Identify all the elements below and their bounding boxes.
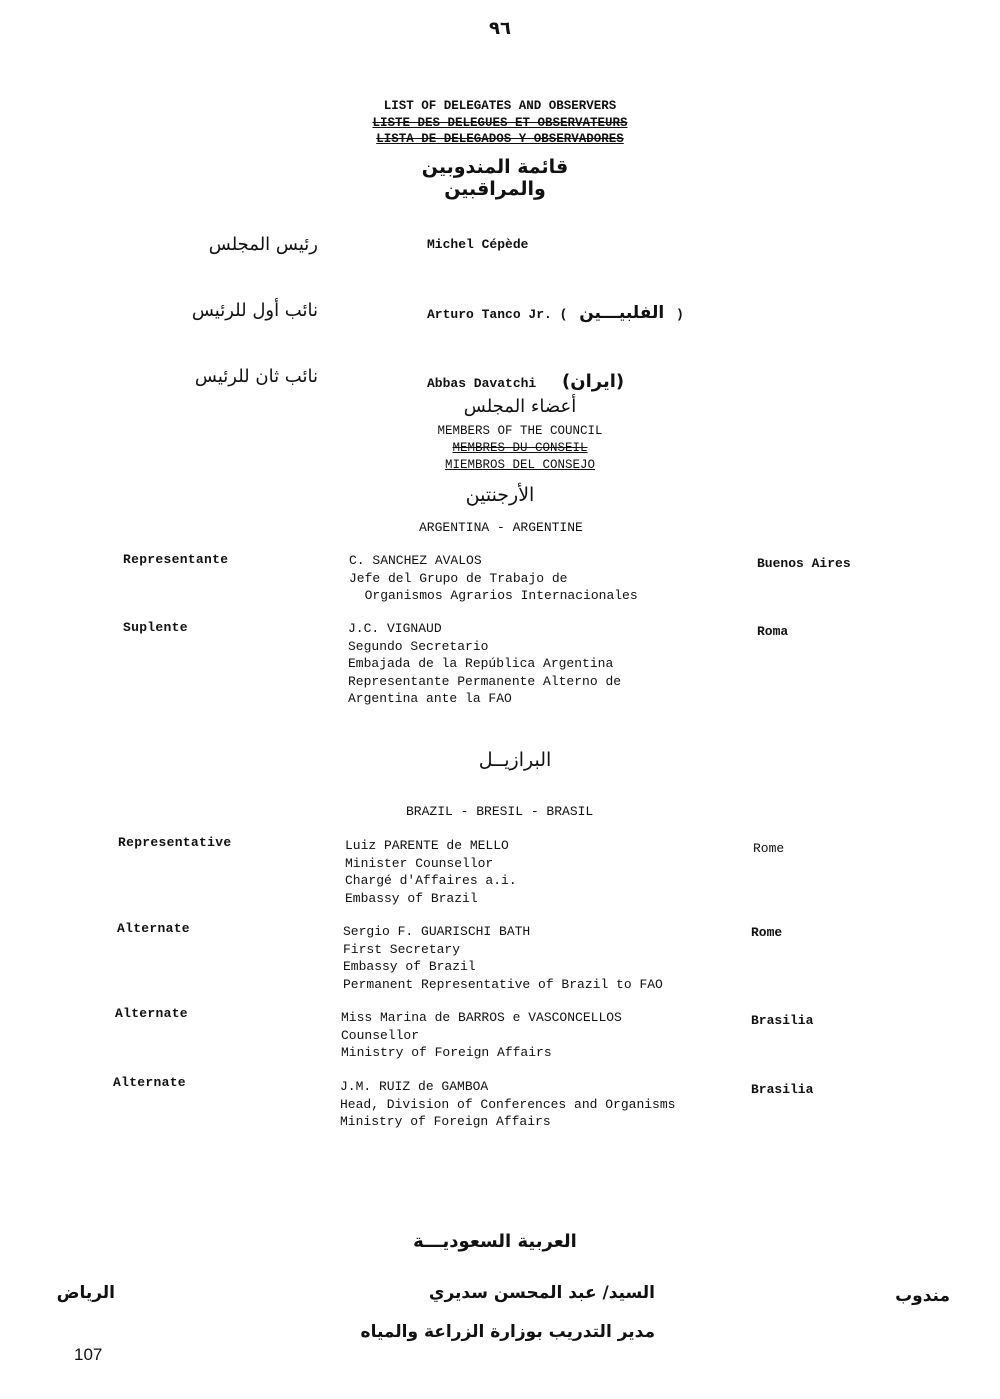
council-heading-block bbox=[420, 423, 620, 474]
delegate-details bbox=[341, 1009, 622, 1062]
delegate-line: Representante Permanente Alterno de bbox=[348, 673, 622, 689]
page-number-bottom: 107 bbox=[74, 1345, 103, 1364]
delegate-line: Luiz PARENTE de MELLO bbox=[345, 838, 509, 853]
delegate-role: Alternate bbox=[113, 1075, 186, 1090]
delegate-line: Chargé d'Affaires a.i. bbox=[345, 873, 517, 888]
country-name-ar-brazil: البرازيــل bbox=[478, 749, 552, 771]
delegate-line: Permanent Representative of Brazil to FAO bbox=[343, 976, 663, 992]
council-heading-es: MIEMBROS DEL CONSEJO bbox=[444, 458, 596, 472]
delegate-line: Organismos Agrarios Internacionales bbox=[349, 588, 638, 603]
delegate-line: Embassy of Brazil bbox=[343, 959, 476, 974]
page-number-top: ٩٦ bbox=[489, 18, 511, 39]
council-heading-en: MEMBERS OF THE COUNCIL bbox=[437, 424, 603, 438]
title-ar: قائمة المندوبين والمراقبين bbox=[421, 156, 569, 200]
delegate-line: Argentina ante la FAO bbox=[348, 691, 512, 706]
delegate-line: Counsellor bbox=[341, 1027, 420, 1043]
delegate-line: Embajada de la República Argentina bbox=[348, 656, 614, 671]
delegate-details bbox=[348, 620, 621, 708]
officer-name-second-vice bbox=[427, 373, 624, 393]
officer-name-first-vice-text: Arturo Tanco Jr. ( bbox=[427, 307, 568, 322]
delegate-details bbox=[349, 552, 638, 605]
delegate-city: Rome bbox=[753, 841, 785, 856]
officer-title-second-vice: نائب ثان للرئيس bbox=[194, 366, 318, 387]
delegate-role-ar: مندوب bbox=[895, 1286, 950, 1306]
delegate-role: Suplente bbox=[123, 620, 188, 635]
officer-close-paren: ) bbox=[676, 307, 684, 322]
officer-title-first-vice: نائب أول للرئيس bbox=[191, 300, 318, 321]
delegate-name-ar: السيد/ عبد المحسن سديري bbox=[428, 1283, 655, 1303]
country-name-argentina: ARGENTINA - ARGENTINE bbox=[419, 520, 583, 535]
delegate-role: Representative bbox=[118, 835, 232, 850]
delegate-line: First Secretary bbox=[343, 941, 461, 957]
delegate-city: Roma bbox=[757, 624, 789, 639]
delegate-line: Miss Marina de BARROS e VASCONCELLOS bbox=[341, 1010, 622, 1025]
country-name-ar-argentina: الأرجنتين bbox=[465, 484, 535, 506]
delegate-details bbox=[345, 837, 517, 907]
council-heading-ar: أعضاء المجلس bbox=[463, 396, 577, 417]
officer-name-first-vice bbox=[427, 305, 684, 324]
council-heading-fr: MEMBRES DU CONSEIL bbox=[452, 441, 588, 455]
officer-name-chairman: Michel Cépède bbox=[427, 237, 529, 252]
delegate-line: J.M. RUIZ de GAMBOA bbox=[340, 1079, 489, 1094]
list-title-block bbox=[340, 98, 660, 148]
country-name-ar-saudi-arabia: العربية السعوديـــة bbox=[413, 1231, 577, 1252]
delegate-role: Alternate bbox=[115, 1006, 188, 1021]
delegate-city: Brasilia bbox=[751, 1013, 814, 1028]
officer-title-chairman: رئيس المجلس bbox=[208, 234, 318, 255]
delegate-title-ar: مدير التدريب بوزارة الزراعة والمياه bbox=[360, 1322, 655, 1342]
officer-name-second-vice-text: Abbas Davatchi bbox=[427, 376, 537, 391]
delegate-line: C. SANCHEZ AVALOS bbox=[349, 553, 482, 568]
delegate-details bbox=[340, 1078, 675, 1131]
delegate-line: Ministry of Foreign Affairs bbox=[341, 1045, 552, 1060]
delegate-line: Head, Division of Conferences and Organisms bbox=[340, 1096, 676, 1112]
delegate-line: Embassy of Brazil bbox=[345, 890, 478, 906]
delegate-city: Rome bbox=[751, 925, 783, 940]
delegate-city: Brasilia bbox=[751, 1082, 814, 1097]
delegate-line: Jefe del Grupo de Trabajo de bbox=[349, 570, 568, 586]
delegate-line: Ministry of Foreign Affairs bbox=[340, 1114, 551, 1129]
delegate-line: J.C. VIGNAUD bbox=[348, 621, 442, 636]
country-name-brazil: BRAZIL - BRESIL - BRASIL bbox=[406, 804, 594, 819]
officer-country-first-vice: الفلبيـــين bbox=[579, 303, 665, 323]
delegate-city-ar: الرياض bbox=[56, 1283, 115, 1303]
delegate-line: Minister Counsellor bbox=[345, 855, 494, 871]
delegate-role: Representante bbox=[123, 552, 229, 567]
title-fr: LISTE DES DELEGUES ET OBSERVATEURS bbox=[372, 115, 628, 130]
delegate-role: Alternate bbox=[117, 921, 190, 936]
delegate-city: Buenos Aires bbox=[757, 556, 851, 571]
delegate-line: Segundo Secretario bbox=[348, 638, 489, 654]
delegate-line: Sergio F. GUARISCHI BATH bbox=[343, 924, 531, 939]
officer-country-second-vice: (ايران) bbox=[562, 371, 625, 392]
title-es: LISTA DE DELEGADOS Y OBSERVADORES bbox=[376, 132, 624, 146]
delegate-details bbox=[343, 923, 663, 993]
title-en: LIST OF DELEGATES AND OBSERVERS bbox=[383, 99, 617, 113]
